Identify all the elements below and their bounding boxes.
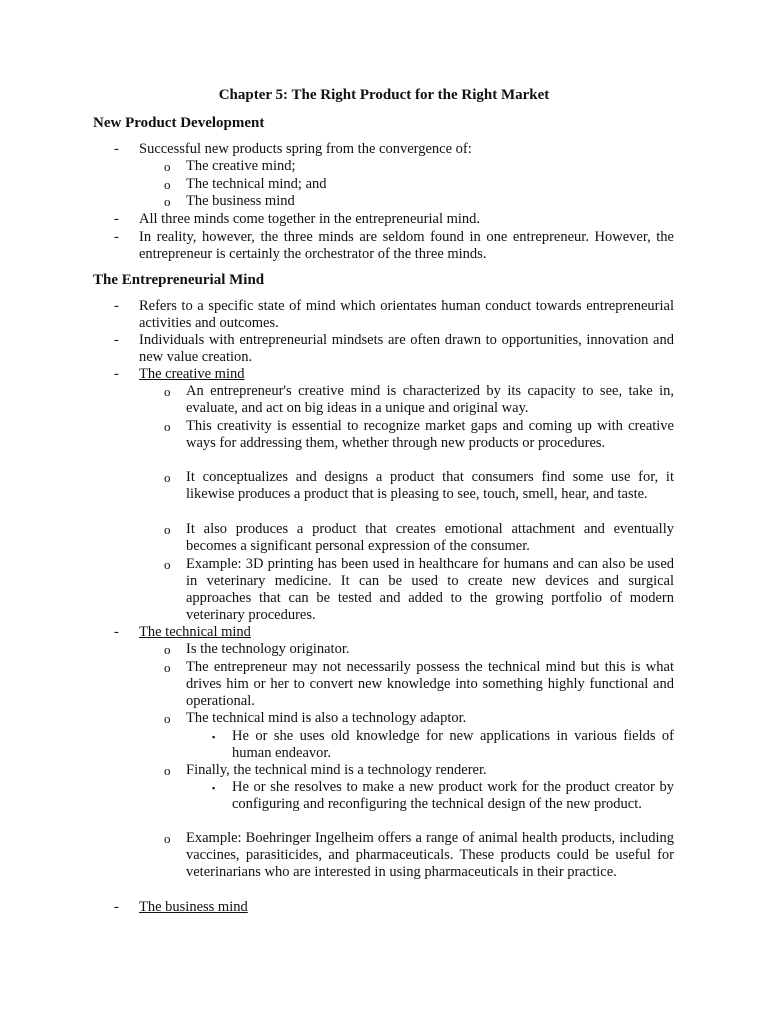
dash-bullet: - <box>114 298 119 314</box>
list-item: - Successful new products spring from the convergence of: <box>114 141 472 157</box>
section-heading-entrepreneurial-mind: The Entrepreneurial Mind <box>93 272 265 288</box>
sub-list-item: o It also produces a product that creates emotional attachment and eventually becomes a significant personal expression of the consumer. <box>164 521 674 554</box>
sub-sub-list-item: ▪ He or she uses old knowledge for new applications in various fields of human endeavor. <box>212 728 674 761</box>
square-bullet: ▪ <box>212 732 216 742</box>
sub-list-item: o The technical mind is also a technology adaptor. <box>164 710 467 726</box>
sub-list-item: o The technical mind; and <box>164 176 327 192</box>
list-item-creative-mind <box>114 366 674 383</box>
subheading-technical-mind: The technical mind <box>139 624 251 640</box>
sub-sub-list-item: ▪ He or she resolves to make a new product work for the product creator by configuring and reconfiguring the technical design of the new product. <box>212 779 674 812</box>
circle-bullet: o <box>164 711 171 726</box>
list-item: - In reality, however, the three minds are seldom found in one entrepreneur. However, the entrepreneur is certainly the orchestrator of the three minds. <box>114 229 674 262</box>
sub-list-item: o An entrepreneur's creative mind is characterized by its capacity to see, take in, evaluate, and act on big ideas in a unique and original way. <box>164 383 674 416</box>
circle-bullet: o <box>164 763 171 778</box>
subheading-creative-mind: The creative mind <box>139 366 245 382</box>
circle-bullet: o <box>164 470 171 485</box>
list-item: - All three minds come together in the entrepreneurial mind. <box>114 211 481 227</box>
circle-bullet: o <box>164 177 171 192</box>
circle-bullet: o <box>164 557 171 572</box>
circle-bullet: o <box>164 419 171 434</box>
dash-bullet: - <box>114 624 119 640</box>
circle-bullet: o <box>164 384 171 399</box>
dash-bullet: - <box>114 211 119 227</box>
sub-list-item: o The entrepreneur may not necessarily possess the technical mind but this is what drives him or her to convert new knowledge into something highly functional and operational. <box>164 659 674 709</box>
sub-list-item: o Finally, the technical mind is a technology renderer. <box>164 762 487 778</box>
sub-list-item: o Example: 3D printing has been used in healthcare for humans and can also be used in veterinary medicine. It can be used to create new devices and surgical approaches that can be tested and added to the growing portfolio of modern veterinary procedures. <box>164 556 674 623</box>
circle-bullet: o <box>164 522 171 537</box>
circle-bullet: o <box>164 194 171 209</box>
sub-list-item: o It conceptualizes and designs a product that consumers find some use for, it likewise produces a product that is pleasing to see, touch, smell, hear, and taste. <box>164 469 674 502</box>
sub-list-item: o The creative mind; <box>164 158 296 174</box>
dash-bullet: - <box>114 141 119 157</box>
circle-bullet: o <box>164 660 171 675</box>
dash-bullet: - <box>114 332 119 348</box>
sub-list-item: o This creativity is essential to recognize market gaps and coming up with creative ways for addressing them, whether through new products or procedures. <box>164 418 674 451</box>
list-item-technical-mind <box>114 624 674 641</box>
sub-list-item: o Example: Boehringer Ingelheim offers a range of animal health products, including vaccines, parasiticides, and pharmaceuticals. These products could be useful for veterinarians who are interested in using pharmaceuticals in their practice. <box>164 830 674 880</box>
sub-list-item: o Is the technology originator. <box>164 641 350 657</box>
list-item: - Individuals with entrepreneurial mindsets are often drawn to opportunities, innovation and new value creation. <box>114 332 674 365</box>
dash-bullet: - <box>114 229 119 245</box>
chapter-title: Chapter 5: The Right Product for the Right Market <box>218 87 550 103</box>
circle-bullet: o <box>164 159 171 174</box>
section-heading-new-product-development: New Product Development <box>93 115 265 131</box>
dash-bullet: - <box>114 366 119 382</box>
list-item-business-mind <box>114 899 674 916</box>
square-bullet: ▪ <box>212 783 216 793</box>
circle-bullet: o <box>164 642 171 657</box>
circle-bullet: o <box>164 831 171 846</box>
list-item: - Refers to a specific state of mind which orientates human conduct towards entrepreneurial activities and outcomes. <box>114 298 674 331</box>
sub-list-item: o The business mind <box>164 193 295 209</box>
dash-bullet: - <box>114 899 119 915</box>
subheading-business-mind: The business mind <box>139 899 248 915</box>
